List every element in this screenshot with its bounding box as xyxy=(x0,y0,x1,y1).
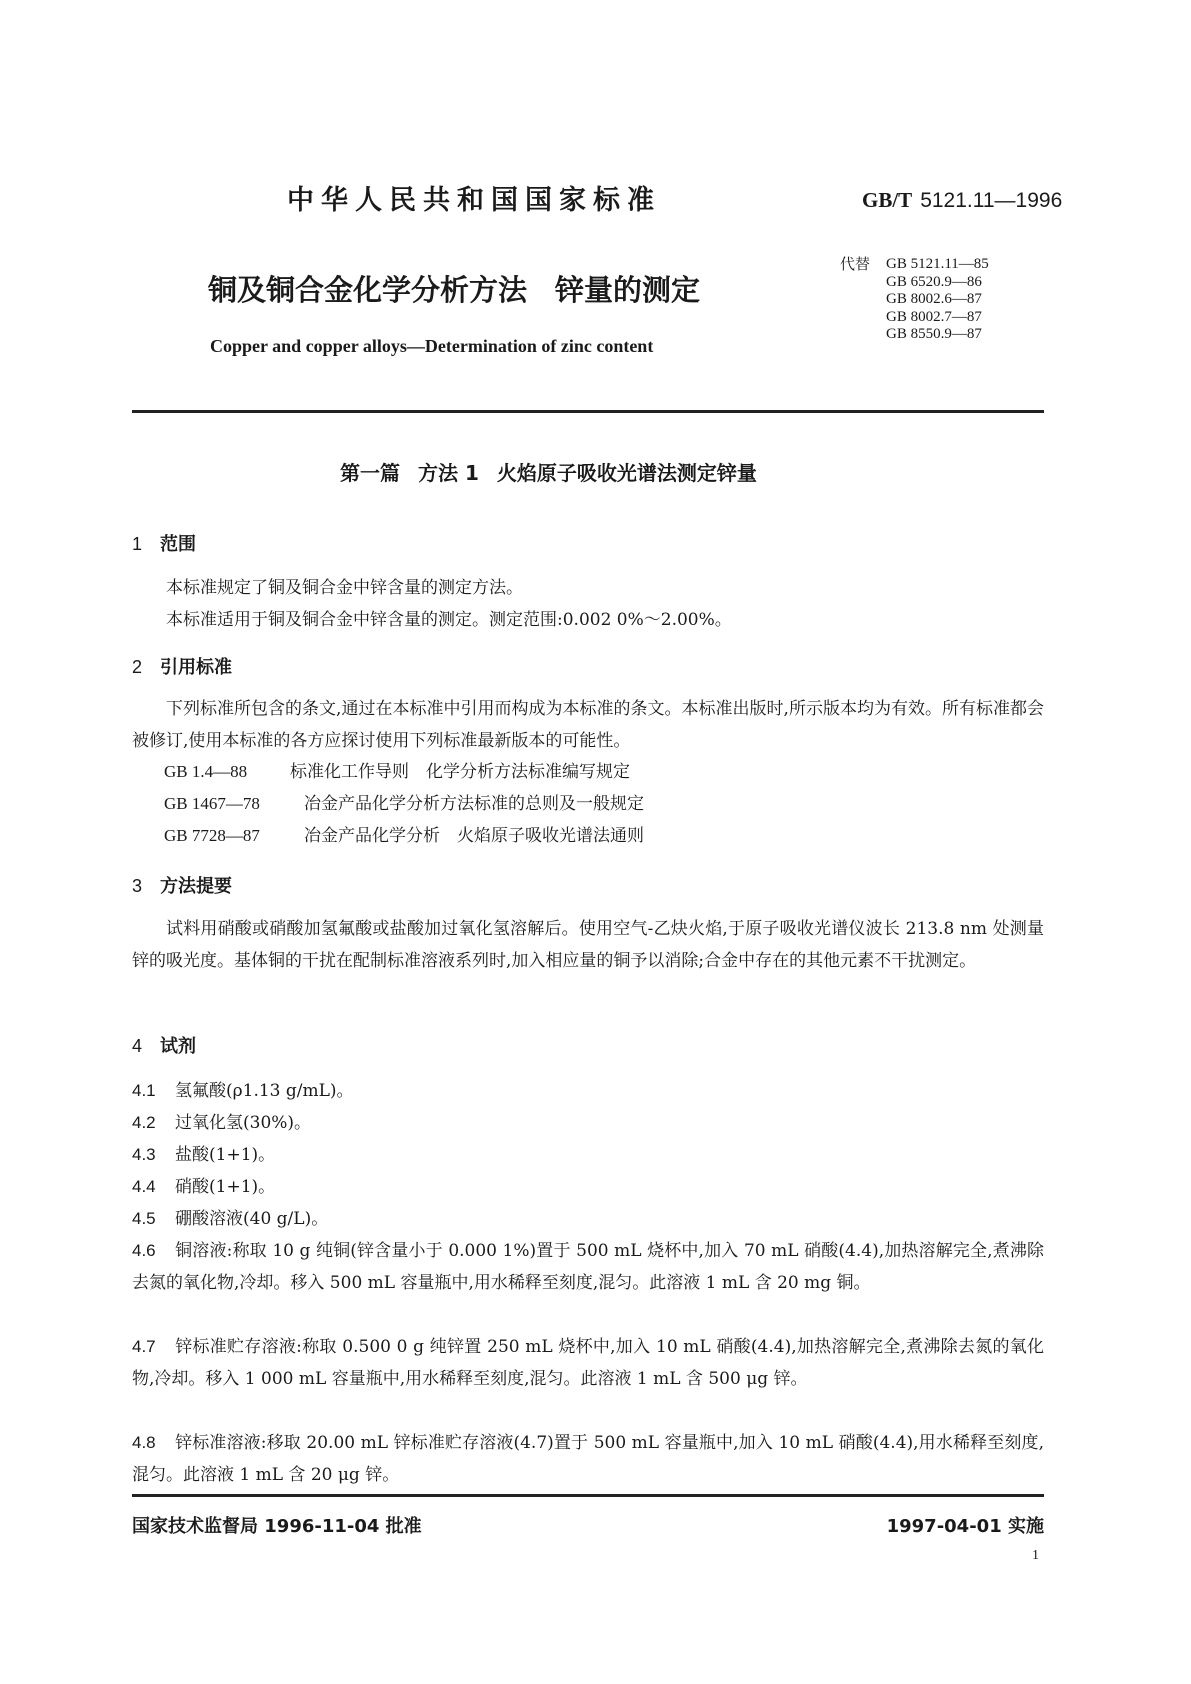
reagent-item: 4.5 硼酸溶液(40 g/L)。 xyxy=(132,1209,329,1229)
section-heading-scope: 1 范围 xyxy=(132,534,196,555)
part-label: 第一篇 xyxy=(340,461,400,485)
reagent-item: 4.7 锌标准贮存溶液:称取 0.500 0 g 纯锌置 250 mL 烧杯中,加入 10 mL 硝酸(4.4),加热溶解完全,煮沸除去氮的氧化物,冷却。移入 1 000 mL 容量瓶中,用水稀释至刻度,混匀。此溶液 1 mL 含 500 μg 锌。 xyxy=(132,1337,1044,1389)
header-divider xyxy=(132,410,1044,413)
section-heading-references: 2 引用标准 xyxy=(132,657,232,678)
national-standard-title: 中华人民共和国国家标准 xyxy=(287,185,661,216)
standard-code xyxy=(862,188,1062,213)
standard-code-prefix: GB/T xyxy=(862,188,913,212)
standard-code-number: 5121.11—1996 xyxy=(920,189,1063,212)
approval-info: 国家技术监督局 1996-11-04 批准 xyxy=(132,1516,422,1537)
method-summary-paragraph: 试料用硝酸或硝酸加氢氟酸或盐酸加过氧化氢溶解后。使用空气-乙炔火焰,于原子吸收光谱仪波长 213.8 nm 处测量锌的吸光度。基体铜的干扰在配制标准溶液系列时,加入相应量的铜予以消除;合金中存在的其他元素不干扰测定。 xyxy=(132,919,1044,971)
replaced-standard: GB 5121.11—85 xyxy=(886,256,989,272)
title-cn-part2: 锌量的测定 xyxy=(555,273,701,307)
scope-line: 本标准规定了铜及铜合金中锌含量的测定方法。 xyxy=(166,578,523,598)
section-heading-reagents: 4 试剂 xyxy=(132,1036,196,1057)
document-title-cn xyxy=(208,268,700,309)
replaced-standard: GB 6520.9—86 xyxy=(886,273,982,290)
reagent-item: 4.6 铜溶液:称取 10 g 纯铜(锌含量小于 0.000 1%)置于 500 mL 烧杯中,加入 70 mL 硝酸(4.4),加热溶解完全,煮沸除去氮的氧化物,冷却。移入 500 mL 容量瓶中,用水稀释至刻度,混匀。此溶液 1 mL 含 20 mg 铜。 xyxy=(132,1241,1044,1293)
reagent-item: 4.1 氢氟酸(ρ1.13 g/mL)。 xyxy=(132,1081,354,1101)
references-intro: 下列标准所包含的条文,通过在本标准中引用而构成为本标准的条文。本标准出版时,所示版本均为有效。所有标准都会被修订,使用本标准的各方应探讨使用下列标准最新版本的可能性。 xyxy=(132,699,1044,751)
replaced-standard: GB 8550.9—87 xyxy=(886,326,982,342)
part-title xyxy=(340,457,757,486)
scope-line: 本标准适用于铜及铜合金中锌含量的测定。测定范围:0.002 0%～2.00%。 xyxy=(166,610,732,630)
replaced-standard: GB 8002.7—87 xyxy=(886,308,982,325)
implementation-date: 1997-04-01 实施 xyxy=(886,1516,1044,1537)
replaced-standard: GB 8002.6—87 xyxy=(886,291,982,307)
footer-divider xyxy=(132,1494,1044,1497)
section-heading-method-summary: 3 方法提要 xyxy=(132,876,232,897)
reagent-item: 4.8 锌标准溶液:移取 20.00 mL 锌标准贮存溶液(4.7)置于 500 mL 容量瓶中,加入 10 mL 硝酸(4.4),用水稀释至刻度,混匀。此溶液 1 mL 含 20 μg 锌。 xyxy=(132,1433,1044,1485)
reference-item: GB 7728—87 冶金产品化学分析 火焰原子吸收光谱法通则 xyxy=(164,826,644,846)
reference-item: GB 1.4—88 标准化工作导则 化学分析方法标准编写规定 xyxy=(164,762,630,782)
replaces-label: 代替 xyxy=(840,255,871,273)
page-number: 1 xyxy=(1032,1548,1039,1563)
reference-item: GB 1467—78 冶金产品化学分析方法标准的总则及一般规定 xyxy=(164,794,644,814)
reagent-item: 4.3 盐酸(1+1)。 xyxy=(132,1145,276,1165)
method-label: 方法 1 xyxy=(418,461,479,485)
title-cn-part1: 铜及铜合金化学分析方法 xyxy=(208,273,528,307)
replaces-block xyxy=(840,256,989,344)
document-title-en: Copper and copper alloys—Determination of zinc content xyxy=(210,336,654,356)
reagent-item: 4.4 硝酸(1+1)。 xyxy=(132,1177,276,1197)
reagent-item: 4.2 过氧化氢(30%)。 xyxy=(132,1113,312,1133)
method-name: 火焰原子吸收光谱法测定锌量 xyxy=(496,461,757,485)
